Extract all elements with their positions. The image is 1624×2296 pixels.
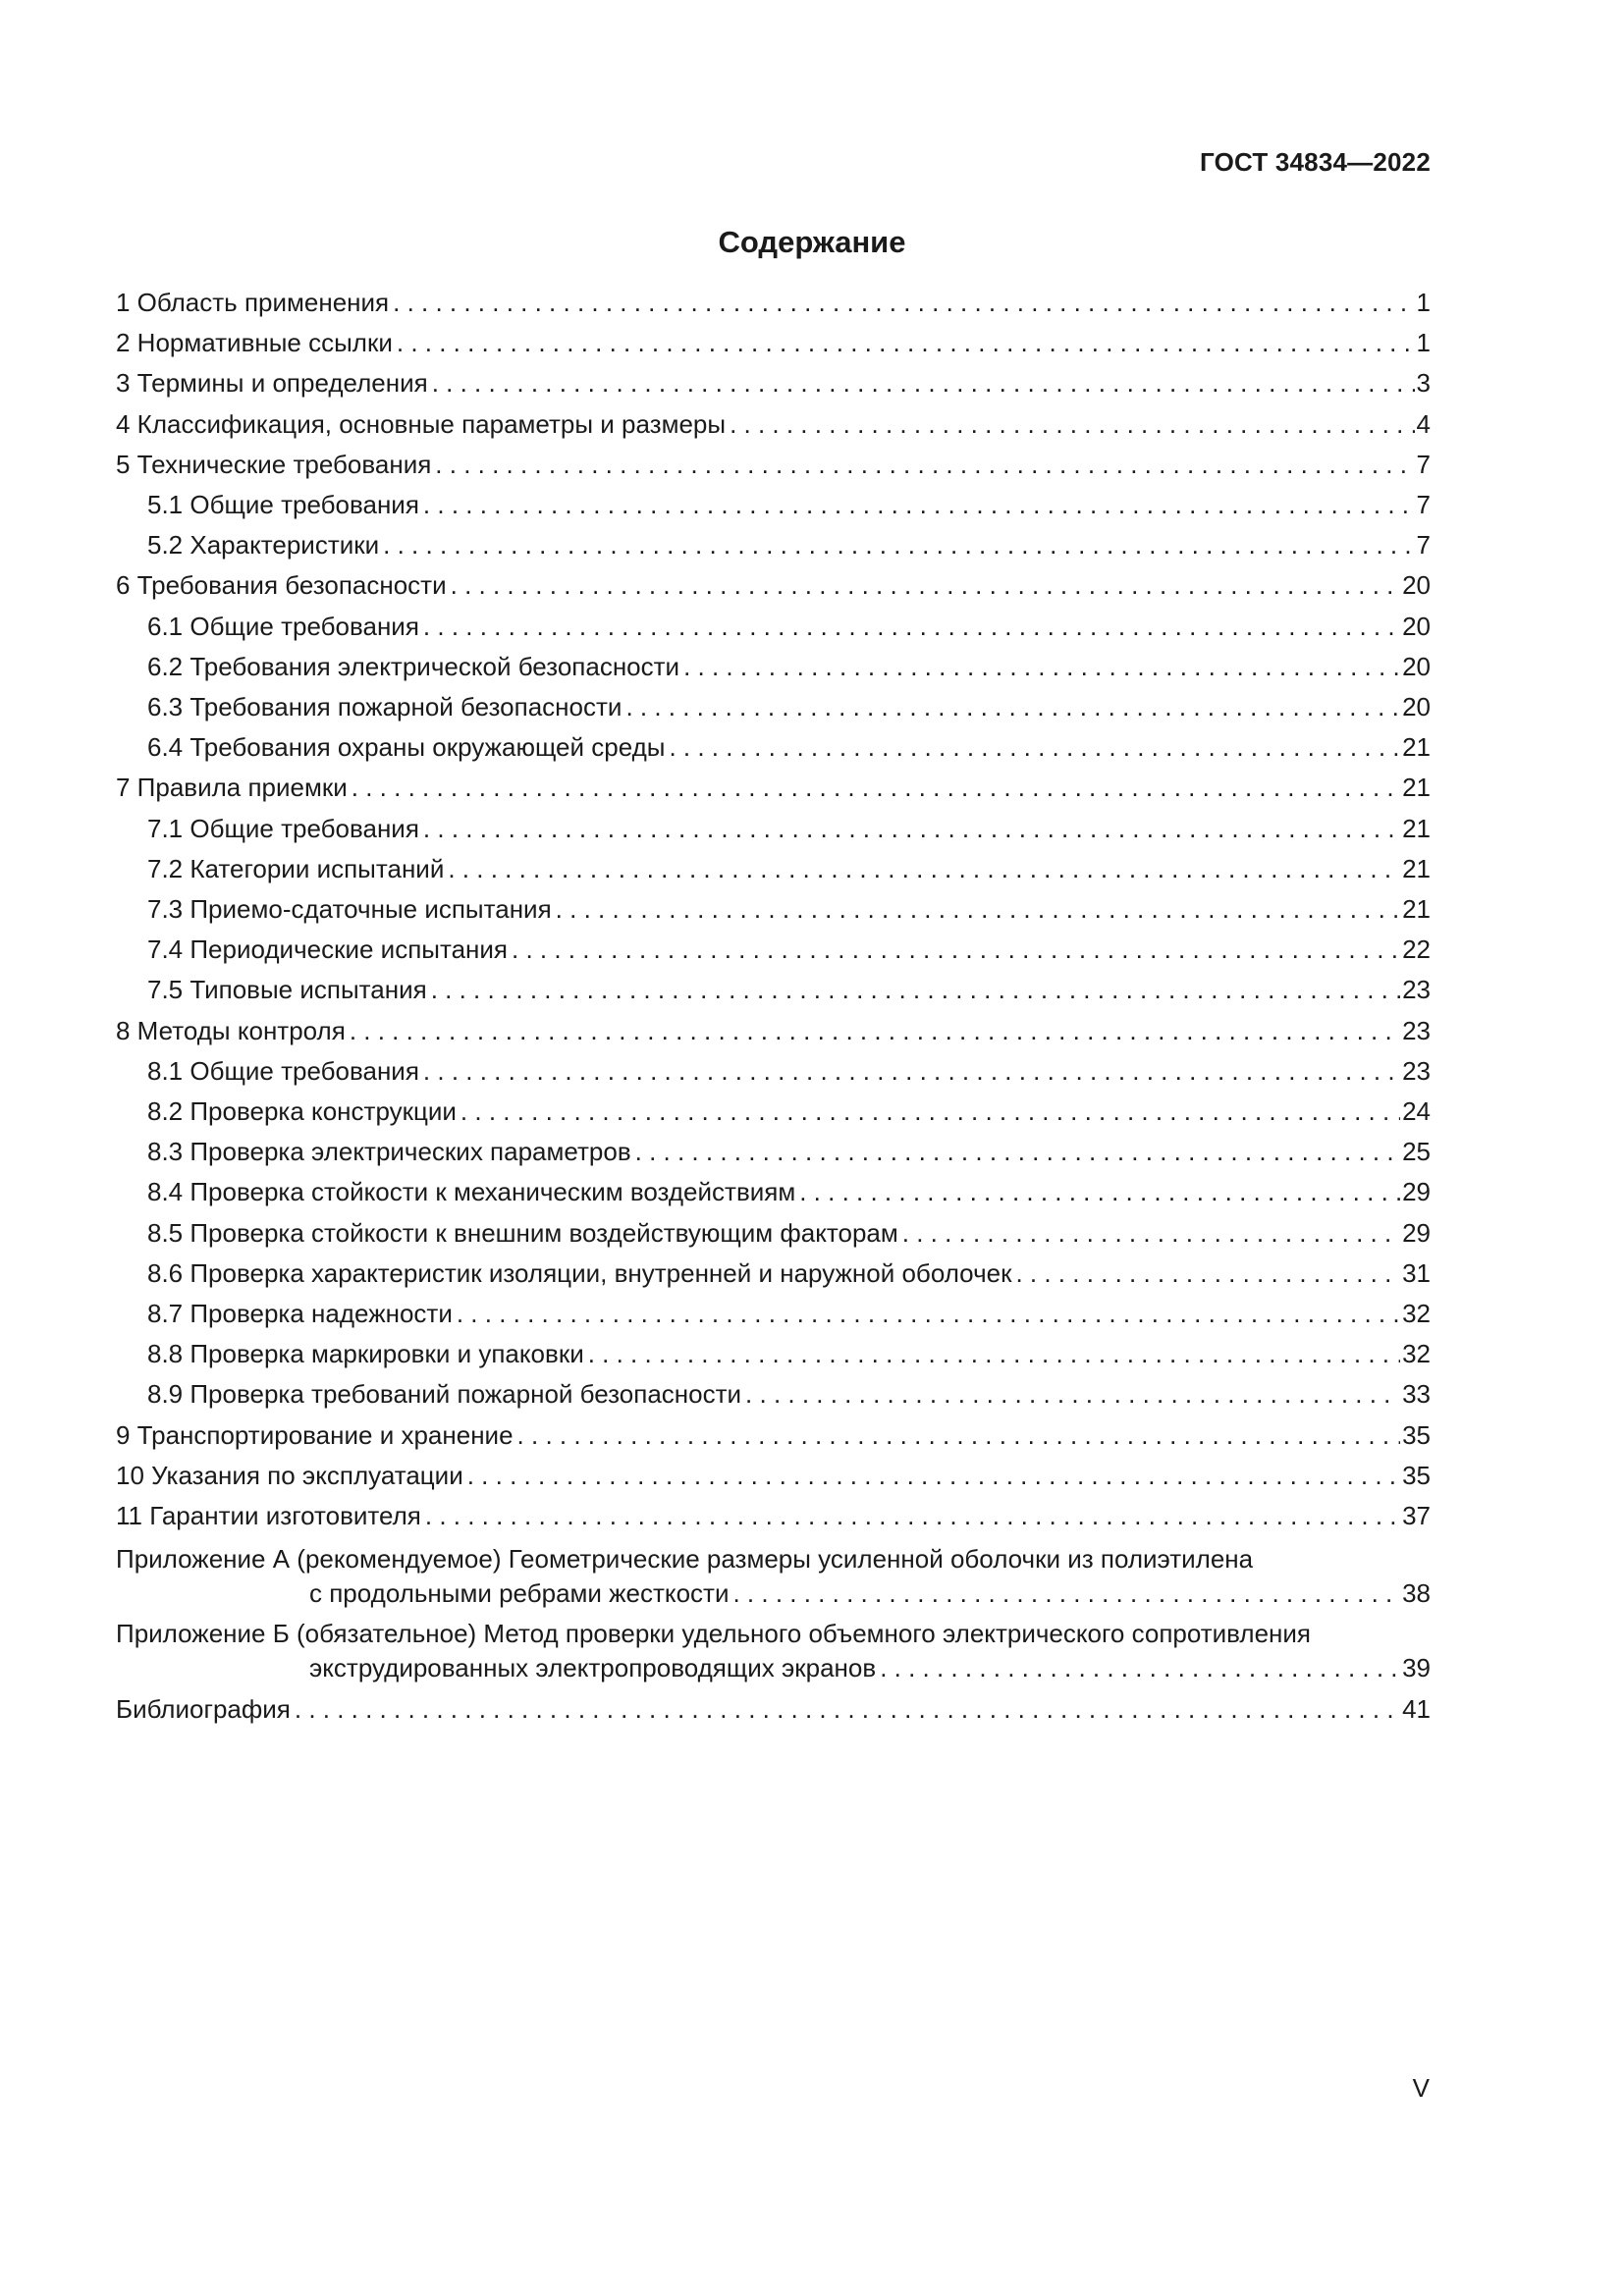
- toc-leader-dots: [350, 1011, 1400, 1051]
- toc-entry-label: 7.1 Общие требования: [147, 813, 419, 843]
- toc-entry[interactable]: [116, 1374, 1431, 1415]
- toc-entry-page: 23: [1402, 1055, 1431, 1086]
- toc-entry[interactable]: [116, 1294, 1431, 1334]
- toc-leader-dots: [745, 1374, 1400, 1415]
- toc-entry-label: 8.4 Проверка стойкости к механическим воздействиям: [147, 1177, 796, 1207]
- toc-entry-label: 5.2 Характеристики: [147, 530, 380, 561]
- toc-entry-label: 1 Область применения: [116, 288, 390, 317]
- toc-appendix-subtitle: с продольными ребрами жесткости: [309, 1578, 730, 1609]
- toc-entry-label: 5.1 Общие требования: [147, 490, 419, 520]
- toc-entry-label: 6.3 Требования пожарной безопасности: [147, 692, 623, 722]
- toc-entry-page: 7: [1416, 449, 1431, 479]
- toc-entry[interactable]: [116, 1011, 1431, 1051]
- toc-leader-dots: [393, 283, 1414, 323]
- toc-entry[interactable]: [116, 970, 1431, 1010]
- toc-entry-label: 8.7 Проверка надежности: [147, 1299, 453, 1329]
- toc-entry-page: 21: [1402, 813, 1431, 843]
- toc-entry-page: 24: [1402, 1096, 1431, 1127]
- toc-leader-dots: [460, 1092, 1400, 1132]
- toc-entry-page: 4: [1416, 408, 1431, 439]
- toc-entry-label: 4 Классификация, основные параметры и размеры: [116, 408, 727, 439]
- toc-leader-dots: [457, 1294, 1400, 1334]
- toc-entry[interactable]: [116, 1092, 1431, 1132]
- toc-entry-page: 38: [1402, 1578, 1431, 1609]
- toc-entry-label: 3 Термины и определения: [116, 368, 428, 399]
- toc-entry[interactable]: [116, 283, 1431, 323]
- toc-entry-label: 8.9 Проверка требований пожарной безопасности: [147, 1379, 742, 1410]
- toc-appendix-title: Приложение Б (обязательное) Метод проверки удельного объемного электрического сопротивления: [116, 1619, 1311, 1649]
- toc-leader-dots: [730, 404, 1414, 445]
- toc-leader-dots: [397, 323, 1415, 363]
- toc-entry-page: 7: [1416, 490, 1431, 520]
- toc-entry-page: 23: [1402, 975, 1431, 1005]
- toc-leader-dots: [448, 849, 1400, 889]
- toc-entry-label: 2 Нормативные ссылки: [116, 328, 393, 358]
- toc-entry-page: 20: [1402, 651, 1431, 681]
- toc-entry-page: 7: [1416, 530, 1431, 561]
- toc-entry[interactable]: [116, 404, 1431, 445]
- toc-entry-page: 29: [1402, 1217, 1431, 1248]
- toc-entry-page: 20: [1402, 611, 1431, 641]
- toc-leader-dots: [683, 647, 1400, 687]
- toc-entry-page: 23: [1402, 1015, 1431, 1045]
- toc-entry-page: 33: [1402, 1379, 1431, 1410]
- toc-entry[interactable]: [116, 1496, 1431, 1536]
- toc-entry-page: 32: [1402, 1339, 1431, 1369]
- toc-entry-label: 10 Указания по эксплуатации: [116, 1460, 463, 1490]
- toc-entry-label: 6.1 Общие требования: [147, 611, 419, 641]
- table-of-contents: [116, 283, 1431, 1731]
- toc-entry-label: 8.6 Проверка характеристик изоляции, внутренней и наружной оболочек: [147, 1257, 1012, 1288]
- page-number: V: [1412, 2073, 1430, 2103]
- toc-entry[interactable]: [116, 1254, 1431, 1294]
- toc-entry-page: 35: [1402, 1419, 1431, 1450]
- toc-entry-label: 8.8 Проверка маркировки и упаковки: [147, 1339, 584, 1369]
- toc-appendix-entry[interactable]: [116, 1617, 1431, 1685]
- toc-leader-dots: [467, 1456, 1400, 1496]
- toc-entry[interactable]: [116, 1132, 1431, 1172]
- toc-leader-dots: [431, 970, 1400, 1010]
- toc-entry-label: 7.5 Типовые испытания: [147, 975, 427, 1005]
- toc-bibliography-entry[interactable]: [116, 1689, 1431, 1730]
- toc-entry[interactable]: [116, 565, 1431, 606]
- document-code: ГОСТ 34834—2022: [1200, 147, 1431, 177]
- toc-entry-page: 3: [1416, 368, 1431, 399]
- toc-entry[interactable]: [116, 1334, 1431, 1374]
- toc-leader-dots: [425, 1496, 1400, 1536]
- toc-leader-dots: [669, 727, 1400, 768]
- toc-leader-dots: [635, 1132, 1400, 1172]
- toc-leader-dots: [435, 445, 1414, 485]
- toc-entry[interactable]: [116, 363, 1431, 403]
- toc-entry-label: 8.5 Проверка стойкости к внешним воздействующим факторам: [147, 1217, 898, 1248]
- toc-leader-dots: [423, 607, 1400, 647]
- toc-entry-page: 21: [1402, 773, 1431, 803]
- toc-entry-label: 7.3 Приемо-сдаточные испытания: [147, 894, 552, 925]
- toc-entry[interactable]: [116, 889, 1431, 930]
- toc-leader-dots: [732, 1576, 1400, 1611]
- toc-leader-dots: [799, 1172, 1400, 1212]
- toc-leader-dots: [517, 1415, 1401, 1456]
- toc-entry[interactable]: [116, 687, 1431, 727]
- toc-entry-label: 8.3 Проверка электрических параметров: [147, 1137, 631, 1167]
- toc-leader-dots: [1015, 1254, 1400, 1294]
- toc-entry-page: 21: [1402, 732, 1431, 763]
- toc-appendix-subtitle: экструдированных электропроводящих экранов: [309, 1653, 877, 1683]
- toc-entry-page: 35: [1402, 1460, 1431, 1490]
- toc-entry-label: 11 Гарантии изготовителя: [116, 1501, 421, 1531]
- toc-entry[interactable]: [116, 1213, 1431, 1254]
- toc-entry-label: Библиография: [116, 1694, 291, 1725]
- toc-entry[interactable]: [116, 607, 1431, 647]
- toc-appendix-continuation: [116, 1576, 1431, 1611]
- toc-leader-dots: [295, 1689, 1400, 1730]
- toc-entry[interactable]: [116, 930, 1431, 970]
- toc-appendix-title: Приложение А (рекомендуемое) Геометрические размеры усиленной оболочки из полиэтилена: [116, 1544, 1254, 1575]
- toc-entry-page: 1: [1416, 288, 1431, 317]
- toc-entry-label: 8.1 Общие требования: [147, 1055, 419, 1086]
- toc-entry-page: 29: [1402, 1177, 1431, 1207]
- toc-entry-page: 1: [1416, 328, 1431, 358]
- toc-leader-dots: [556, 889, 1400, 930]
- toc-entry-label: 9 Транспортирование и хранение: [116, 1419, 514, 1450]
- toc-entry-label: 7 Правила приемки: [116, 773, 348, 803]
- toc-entry[interactable]: [116, 1456, 1431, 1496]
- toc-entry[interactable]: [116, 1172, 1431, 1212]
- toc-entry[interactable]: [116, 323, 1431, 363]
- toc-entry[interactable]: [116, 809, 1431, 849]
- toc-entry[interactable]: [116, 768, 1431, 808]
- toc-leader-dots: [451, 565, 1400, 606]
- toc-entry-page: 20: [1402, 692, 1431, 722]
- toc-leader-dots: [432, 363, 1415, 403]
- toc-leader-dots: [383, 525, 1414, 565]
- page-title: Содержание: [718, 225, 906, 259]
- toc-entry-page: 21: [1402, 894, 1431, 925]
- toc-entry-page: 31: [1402, 1257, 1431, 1288]
- toc-entry-page: 22: [1402, 934, 1431, 965]
- toc-entry[interactable]: [116, 485, 1431, 525]
- toc-entry-label: 6 Требования безопасности: [116, 570, 447, 601]
- toc-entry-label: 6.4 Требования охраны окружающей среды: [147, 732, 666, 763]
- toc-entry-page: 20: [1402, 570, 1431, 601]
- toc-leader-dots: [625, 687, 1400, 727]
- toc-entry-page: 41: [1402, 1694, 1431, 1725]
- toc-entry[interactable]: [116, 1415, 1431, 1456]
- toc-entry[interactable]: [116, 727, 1431, 768]
- toc-entry-page: 39: [1402, 1653, 1431, 1683]
- toc-entry[interactable]: [116, 647, 1431, 687]
- toc-entry-label: 6.2 Требования электрической безопасности: [147, 651, 680, 681]
- toc-entry[interactable]: [116, 525, 1431, 565]
- toc-entry-page: 25: [1402, 1137, 1431, 1167]
- toc-appendix-entry[interactable]: [116, 1542, 1431, 1611]
- toc-leader-dots: [423, 1051, 1400, 1092]
- toc-leader-dots: [512, 930, 1400, 970]
- toc-leader-dots: [352, 768, 1400, 808]
- toc-entry-label: 8 Методы контроля: [116, 1015, 346, 1045]
- toc-leader-dots: [902, 1213, 1400, 1254]
- toc-leader-dots: [423, 485, 1415, 525]
- toc-entry-page: 21: [1402, 853, 1431, 883]
- toc-entry[interactable]: [116, 849, 1431, 889]
- toc-entry-label: 5 Технические требования: [116, 449, 432, 479]
- toc-leader-dots: [880, 1651, 1400, 1685]
- toc-leader-dots: [423, 809, 1400, 849]
- toc-entry[interactable]: [116, 1051, 1431, 1092]
- toc-leader-dots: [588, 1334, 1400, 1374]
- toc-entry-label: 7.4 Периодические испытания: [147, 934, 508, 965]
- toc-entry-label: 8.2 Проверка конструкции: [147, 1096, 457, 1127]
- toc-entry[interactable]: [116, 445, 1431, 485]
- toc-entry-label: 7.2 Категории испытаний: [147, 853, 445, 883]
- toc-entry-page: 32: [1402, 1299, 1431, 1329]
- toc-entry-page: 37: [1402, 1501, 1431, 1531]
- toc-appendix-continuation: [116, 1651, 1431, 1685]
